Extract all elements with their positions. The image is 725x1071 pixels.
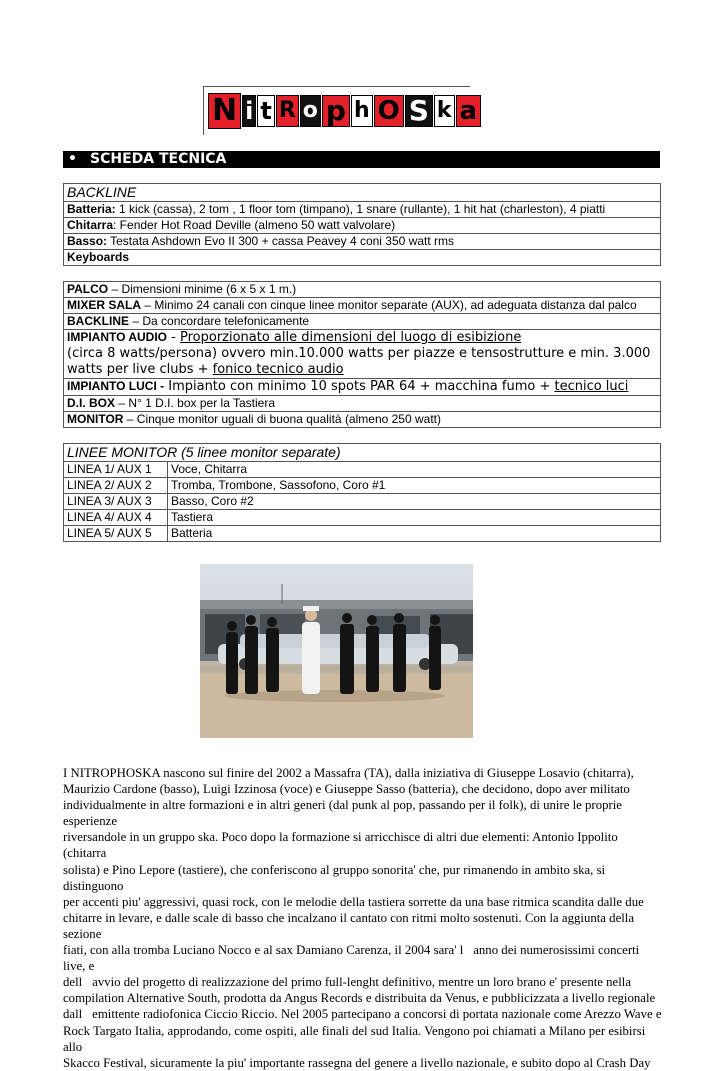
monitor-line-id: LINEA 2/ AUX 2 xyxy=(64,478,168,494)
row-label: IMPIANTO LUCI - xyxy=(67,379,165,393)
monitor-line-id: LINEA 3/ AUX 3 xyxy=(64,494,168,510)
monitor-lines-header: LINEE MONITOR (5 linee monitor separate) xyxy=(64,444,661,462)
table-row xyxy=(64,218,661,234)
row-text: Impianto con minimo 10 spots PAR 64 + macchina fumo + xyxy=(164,379,555,394)
row-label: PALCO xyxy=(67,282,109,296)
table-row xyxy=(64,412,661,428)
table-row xyxy=(64,330,661,379)
section-title-bar xyxy=(63,151,660,168)
monitor-line-assignment: Tromba, Trombone, Sassofono, Coro #1 xyxy=(168,478,661,494)
table-row xyxy=(64,526,661,542)
bio-line: riversandole in un gruppo ska. Poco dopo la formazione si arricchisce di altri due elementi: Antonio Ippolito (chitarra xyxy=(63,830,618,861)
bio-line: individualmente in altre formazioni e in altri generi (dal punk al pop, passando per il folk), di unire le proprie esperienze xyxy=(63,798,622,829)
lights-technician: tecnico luci xyxy=(554,379,629,394)
bio-line: dell avvio del progetto di realizzazione del primo full-lenght definitivo, mentre un loro brano e' presente nella xyxy=(63,975,625,990)
row-text: - xyxy=(167,330,180,345)
logo-letter: k xyxy=(434,95,455,127)
table-row xyxy=(64,510,661,526)
luci-row xyxy=(64,379,661,396)
band-biography xyxy=(63,765,663,1071)
table-row xyxy=(64,298,661,314)
logo-letter: R xyxy=(276,95,299,127)
backline-table xyxy=(63,183,661,266)
logo-letter: t xyxy=(257,95,274,127)
monitor-line-assignment: Basso, Coro #2 xyxy=(168,494,661,510)
section-title: SCHEDA TECNICA xyxy=(90,151,227,167)
backline-note-row xyxy=(64,314,661,330)
audio-row xyxy=(64,330,661,379)
row-text: – Minimo 24 canali con cinque linee monitor separate (AUX), ad adeguata distanza dal palco xyxy=(141,298,637,312)
row-label: Chitarra xyxy=(67,218,114,232)
bio-line: Maurizio Cardone (basso), Luigi Izzinosa (voce) e Giuseppe Sasso (batteria), che decidono, dopo aver militato xyxy=(63,782,630,797)
logo-letter: a xyxy=(456,95,482,127)
row-text: : Fender Hot Road Deville (almeno 50 watt valvolare) xyxy=(113,218,396,232)
band-photo xyxy=(200,564,473,738)
dibox-row xyxy=(64,396,661,412)
logo-letter: p xyxy=(322,95,350,127)
row-label: Basso: xyxy=(67,234,108,248)
bio-line: fiati, con alla tromba Luciano Nocco e al sax Damiano Carenza, il 2004 sara' l anno dei numerosissimi concerti live, e xyxy=(63,943,659,974)
row-text: – Da concordare telefonicamente xyxy=(129,314,310,328)
band-logo xyxy=(203,86,478,135)
row-text: – Dimensioni minime (6 x 5 x 1 m.) xyxy=(108,282,297,296)
audio-line-2: (circa 8 watts/persona) ovvero min.10.000 watts per piazze e tensostrutture e min. 3.000 xyxy=(67,346,651,361)
table-row xyxy=(64,234,661,250)
mixer-row xyxy=(64,298,661,314)
row-label: D.I. BOX xyxy=(67,396,116,410)
row-text: – Cinque monitor uguali di buona qualità (almeno 250 watt) xyxy=(123,412,441,426)
backline-row-chitarra xyxy=(64,218,661,234)
row-label: BACKLINE xyxy=(67,314,129,328)
table-row xyxy=(64,444,661,462)
bullet: • xyxy=(68,151,77,167)
row-label: MIXER SALA xyxy=(67,298,142,312)
monitor-line-id: LINEA 5/ AUX 5 xyxy=(64,526,168,542)
logo-letters xyxy=(208,93,481,129)
backline-row-batteria xyxy=(64,202,661,218)
row-label: IMPIANTO AUDIO xyxy=(67,330,168,344)
backline-header: BACKLINE xyxy=(64,184,661,202)
logo-letter: S xyxy=(405,95,433,127)
bio-line: per accenti piu' aggressivi, quasi rock, con le melodie della tastiera sorrette da una base ritmica scandita dalle due xyxy=(63,894,644,909)
row-label: Keyboards xyxy=(67,250,130,264)
table-row xyxy=(64,462,661,478)
monitor-lines-table xyxy=(63,443,661,542)
table-row xyxy=(64,184,661,202)
logo-letter: i xyxy=(242,95,256,127)
bio-line: dall emittente radiofonica Ciccio Riccio. Nel 2005 partecipano a concorsi di portata nazionale come Arezzo Wave e xyxy=(63,1007,655,1022)
table-row xyxy=(64,396,661,412)
monitor-row xyxy=(64,412,661,428)
table-row xyxy=(64,202,661,218)
audio-line-3: watts per live clubs + xyxy=(67,362,213,377)
table-row xyxy=(64,314,661,330)
bio-line: I NITROPHOSKA nascono sul finire del 2002 a Massafra (TA), dalla iniziativa di Giuseppe Losavio (chitarra), xyxy=(63,766,634,780)
row-text: – N° 1 D.I. box per la Tastiera xyxy=(115,396,275,410)
backline-row-basso xyxy=(64,234,661,250)
audio-technician: fonico tecnico audio xyxy=(212,362,344,377)
monitor-line-assignment: Tastiera xyxy=(168,510,661,526)
logo-letter: O xyxy=(374,95,404,127)
stage-requirements-table xyxy=(63,281,661,428)
bio-line: compilation Alternative South, prodotta da Angus Records e distribuita da Venus, e pubblicizzata a livello regionale xyxy=(63,991,656,1006)
bio-line: Skacco Festival, sicuramente la piu' importante rassegna del genere a livello nazionale, e subito dopo al Crash Day xyxy=(63,1055,651,1070)
row-label: MONITOR xyxy=(67,412,124,426)
bio-line: solista) e Pino Lepore (tastiere), che conferiscono al gruppo sonorita' che, pur rimanendo in ambito ska, si distinguono xyxy=(63,862,606,893)
row-text: Testata Ashdown Evo II 300 + cassa Peavey 4 coni 350 watt rms xyxy=(107,234,454,248)
backline-row-keyboards xyxy=(64,250,661,266)
band-photo-drawing xyxy=(200,564,473,738)
row-text: 1 kick (cassa), 2 tom , 1 floor tom (timpano), 1 snare (rullante), 1 hit hat (charleston), 4 piatti xyxy=(115,202,606,216)
monitor-line-assignment: Batteria xyxy=(168,526,661,542)
monitor-line-id: LINEA 4/ AUX 4 xyxy=(64,510,168,526)
bio-line: Rock Targato Italia, approdando, come ospiti, alle finali del sud Italia. Vengono poi chiamati a Milano per esibirsi allo xyxy=(63,1023,646,1054)
logo-letter: N xyxy=(208,93,241,129)
table-row xyxy=(64,379,661,396)
palco-row xyxy=(64,282,661,298)
monitor-line-assignment: Voce, Chitarra xyxy=(168,462,661,478)
table-row xyxy=(64,282,661,298)
logo-letter: h xyxy=(351,95,373,127)
bio-line: chitarre in levare, e dalle scale di basso che incalzano il cantato con ritmi molto sostenuti. Con la aggiunta della sezione xyxy=(63,910,635,941)
logo-letter: o xyxy=(300,95,321,127)
audio-requirement: Proporzionato alle dimensioni del luogo di esibizione xyxy=(179,330,522,345)
table-row xyxy=(64,478,661,494)
table-row xyxy=(64,250,661,266)
table-row xyxy=(64,494,661,510)
row-label: Batteria: xyxy=(67,202,116,216)
monitor-line-id: LINEA 1/ AUX 1 xyxy=(64,462,168,478)
